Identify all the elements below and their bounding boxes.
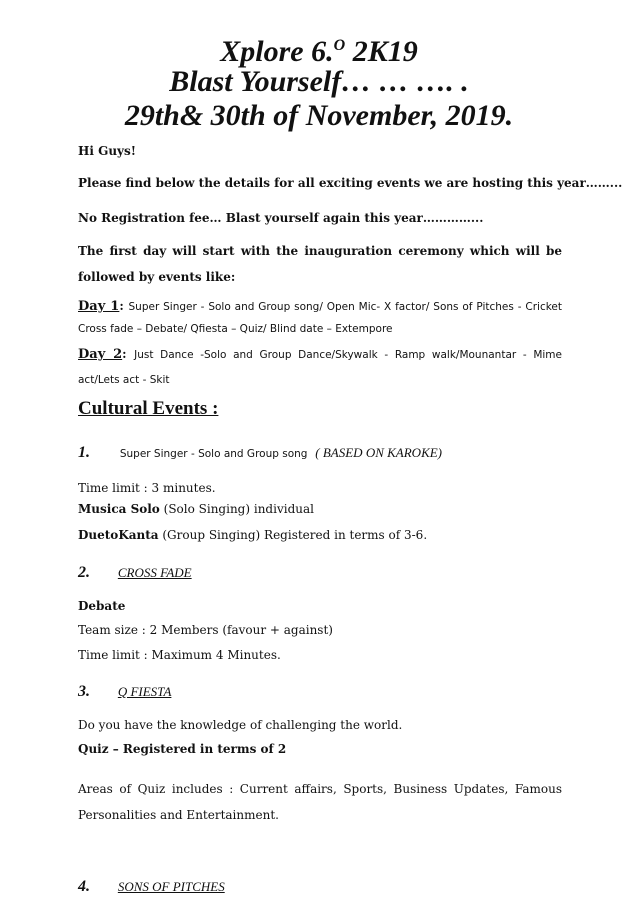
event-2-title: CROSS FADE [117, 565, 192, 580]
event-1-heading [78, 444, 442, 462]
event-2-time-limit: Time limit : Maximum 4 Minutes. [78, 648, 281, 662]
event-4-title: SONS OF PITCHES [117, 879, 225, 894]
event-3-intro: Do you have the knowledge of challenging the world. [78, 718, 403, 732]
intro-paragraph-1: Please find below the details for all exciting events we are hosting this year……... [78, 176, 623, 190]
event-3-areas: Areas of Quiz includes : Current affairs, Sports, Business Updates, Famous Personalities and Entertainment. [78, 782, 562, 822]
intro-paragraph-3: The first day will start with the inauguration ceremony which will be followed by events like: [78, 244, 562, 284]
cultural-events-heading: Cultural Events : [78, 398, 219, 419]
event-3-quiz: Quiz – Registered in terms of 2 [78, 742, 287, 756]
event-1-solo: Musica Solo (Solo Singing) individual [78, 502, 314, 516]
event-1-subtitle: ( BASED ON KAROKE) [315, 445, 443, 460]
event-4-heading [78, 878, 225, 896]
greeting: Hi Guys! [78, 144, 137, 158]
event-3-heading [78, 683, 171, 701]
event-4-number: 4. [78, 878, 90, 895]
event-3-title: Q FIESTA [117, 684, 172, 699]
event-1-duet: DuetoKanta (Group Singing) Registered in terms of 3-6. [78, 528, 428, 542]
event-2-number: 2. [78, 564, 90, 581]
day-1-schedule: Day 1: Super Singer - Solo and Group song/ Open Mic- X factor/ Sons of Pitches - Cricket Cross fade – Debate/ Qfiesta – Quiz/ Blind date – Extempore [78, 299, 562, 335]
day-2-schedule: Day 2: Just Dance -Solo and Group Dance/Skywalk - Ramp walk/Mounantar - Mime act/Lets act - Skit [78, 347, 562, 386]
document-title: Xplore 6.$^O$ 2K19 [220, 35, 418, 68]
event-2-heading [78, 564, 192, 582]
event-1-time-limit: Time limit : 3 minutes. [78, 481, 216, 495]
event-2-team-size: Team size : 2 Members (favour + against) [78, 623, 333, 637]
event-2-subheading: Debate [78, 599, 126, 613]
event-3-number: 3. [78, 683, 90, 700]
event-dates: 29th& 30th of November, 2019. [124, 99, 514, 132]
event-1-number: 1. [78, 444, 90, 461]
intro-paragraph-2: No Registration fee… Blast yourself again this year…………... [78, 211, 484, 225]
event-1-title: Super Singer - Solo and Group song [119, 448, 308, 460]
document-subtitle: Blast Yourself… … …. . [169, 65, 469, 98]
